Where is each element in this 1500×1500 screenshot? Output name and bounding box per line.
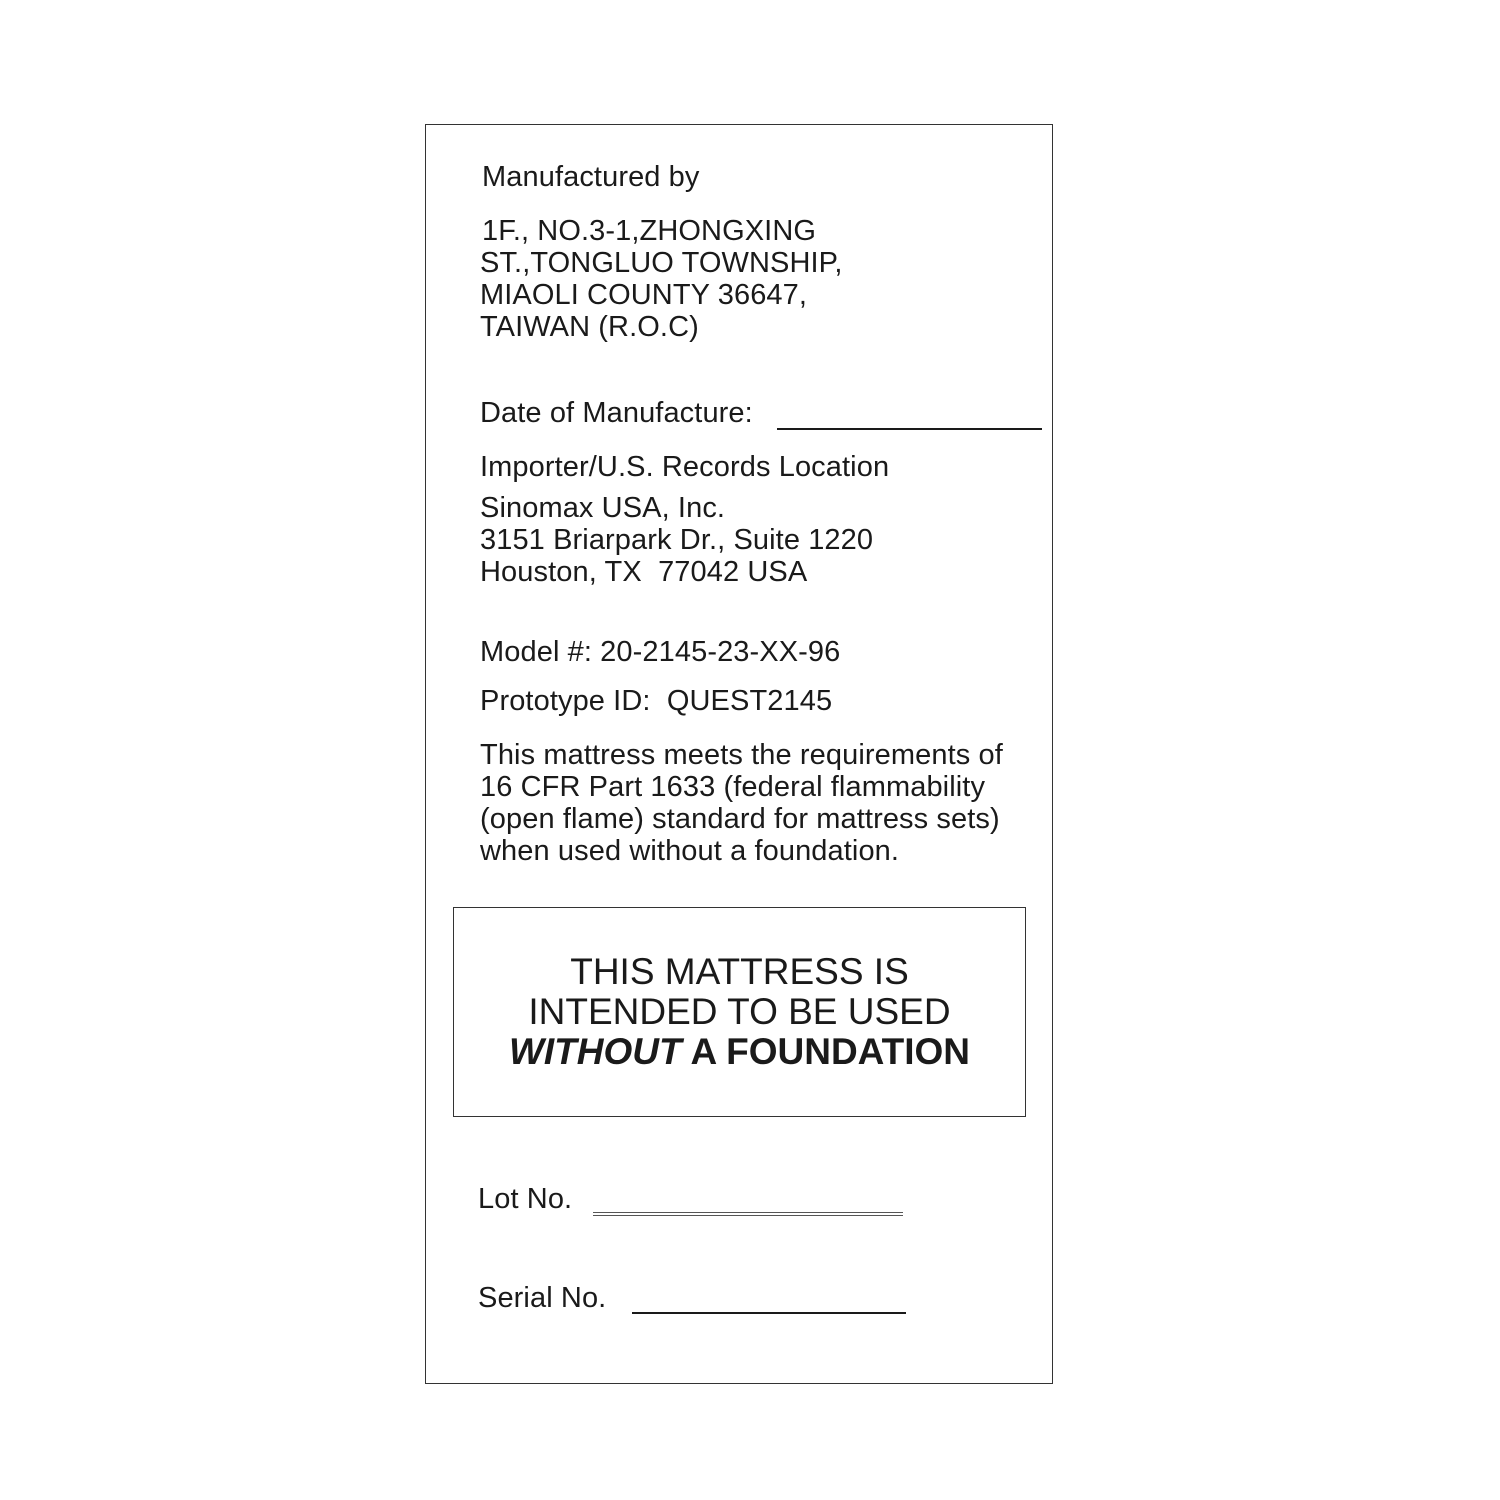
manufacturer-address-line-4: TAIWAN (R.O.C) bbox=[480, 311, 699, 343]
importer-line-2: 3151 Briarpark Dr., Suite 1220 bbox=[480, 524, 874, 556]
foundation-warning-text bbox=[454, 952, 1025, 1072]
date-of-manufacture-label: Date of Manufacture: bbox=[480, 397, 753, 429]
warning-emphasis: WITHOUT bbox=[508, 1031, 682, 1072]
compliance-line-2: 16 CFR Part 1633 (federal flammability bbox=[480, 771, 986, 803]
serial-number-field bbox=[632, 1312, 906, 1314]
manufacturer-address-line-3: MIAOLI COUNTY 36647, bbox=[480, 279, 808, 311]
manufacturer-address-line-1: 1F., NO.3-1,ZHONGXING bbox=[482, 215, 817, 247]
warning-line-1: THIS MATTRESS IS bbox=[570, 951, 909, 992]
lot-number-label: Lot No. bbox=[478, 1183, 573, 1215]
date-of-manufacture-field bbox=[777, 428, 1042, 430]
warning-line-2: INTENDED TO BE USED bbox=[528, 991, 951, 1032]
compliance-line-3: (open flame) standard for mattress sets) bbox=[480, 803, 1000, 835]
importer-heading: Importer/U.S. Records Location bbox=[480, 451, 890, 483]
compliance-line-4: when used without a foundation. bbox=[480, 835, 900, 867]
lot-number-field bbox=[593, 1212, 903, 1216]
compliance-line-1: This mattress meets the requirements of bbox=[480, 739, 1003, 771]
serial-number-label: Serial No. bbox=[478, 1282, 607, 1314]
warning-line-3 bbox=[454, 1032, 1025, 1072]
warning-line-3-rest: A FOUNDATION bbox=[681, 1031, 971, 1072]
manufacturer-address-line-2: ST.,TONGLUO TOWNSHIP, bbox=[480, 247, 843, 279]
mattress-law-label bbox=[425, 124, 1053, 1384]
importer-line-1: Sinomax USA, Inc. bbox=[480, 492, 726, 524]
importer-line-3: Houston, TX 77042 USA bbox=[480, 556, 808, 588]
prototype-id: Prototype ID: QUEST2145 bbox=[480, 685, 833, 717]
model-number: Model #: 20-2145-23-XX-96 bbox=[480, 636, 841, 668]
manufacturer-heading: Manufactured by bbox=[482, 161, 700, 193]
foundation-warning-box bbox=[453, 907, 1026, 1117]
